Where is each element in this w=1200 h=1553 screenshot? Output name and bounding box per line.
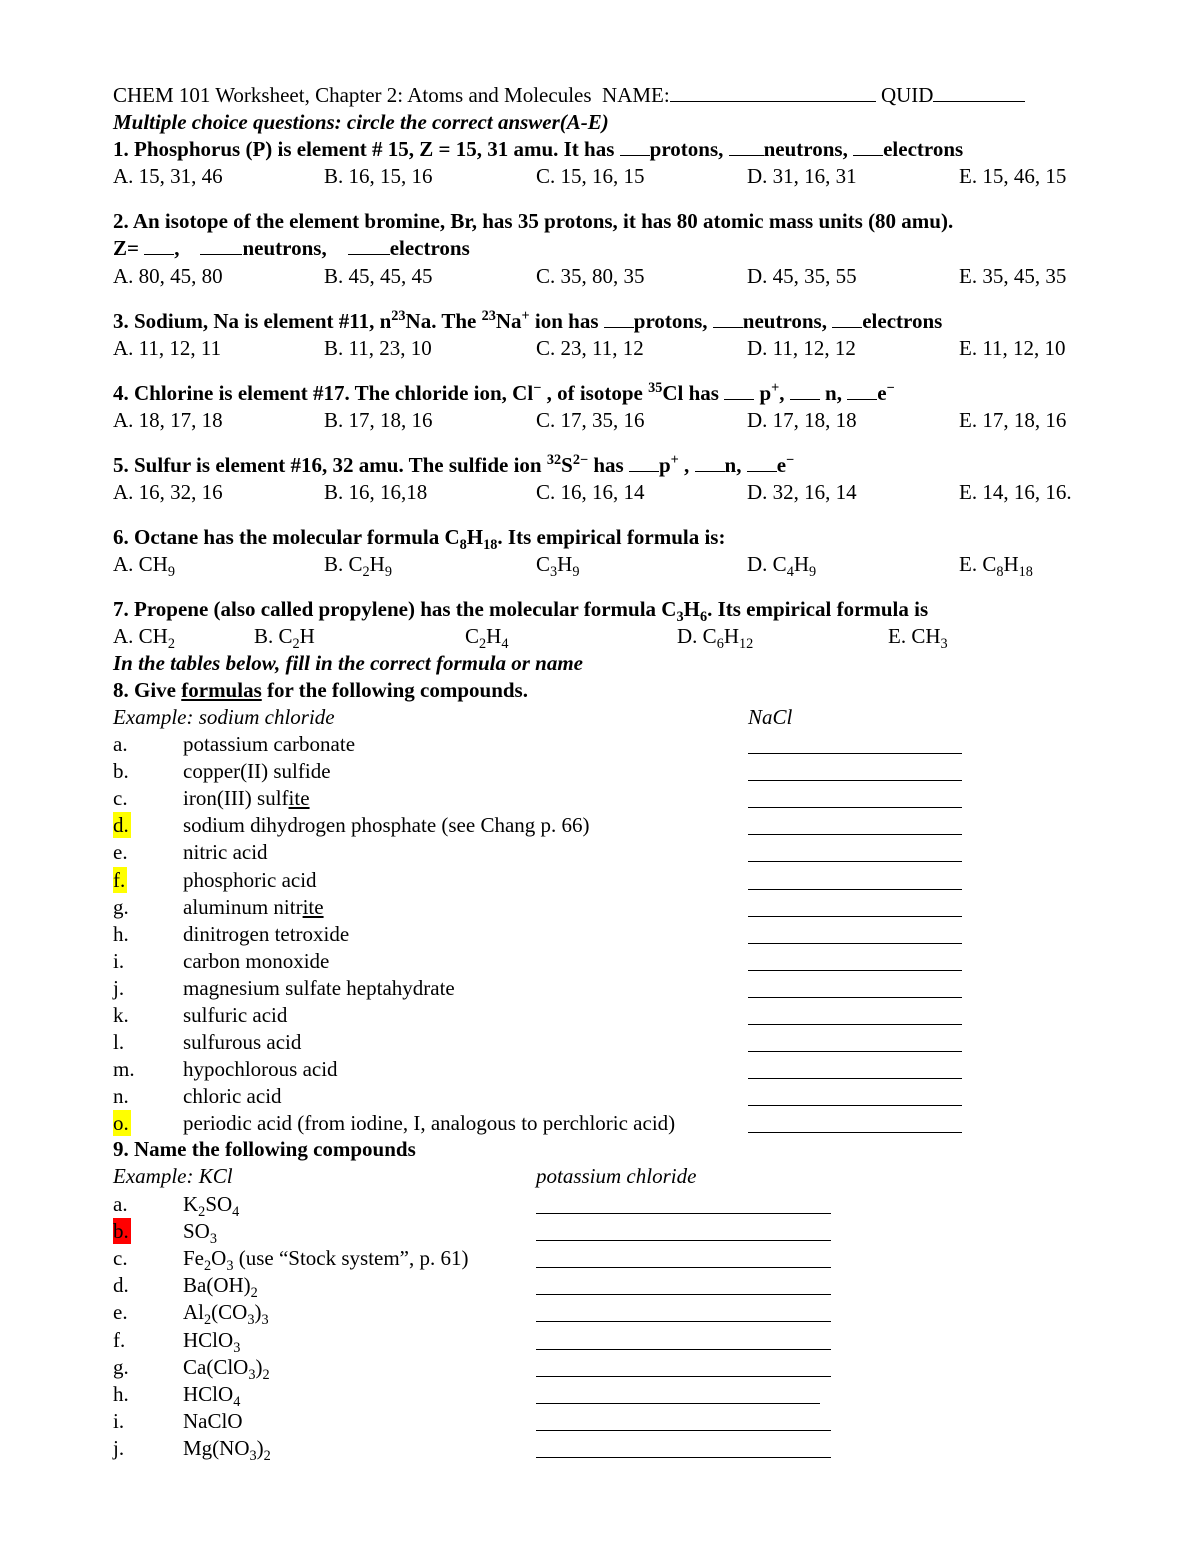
option-b[interactable]: B. 17, 18, 16 [324, 408, 433, 432]
answer-field[interactable] [536, 1457, 831, 1458]
compound-formula: $K_2SO_4$ [183, 1192, 240, 1221]
list-item [0, 1029, 1200, 1055]
q8-example-label: Example: sodium chloride [113, 705, 335, 729]
list-item [0, 1299, 1200, 1329]
item-letter: h. [113, 921, 129, 946]
q8-example-answer: NaCl [748, 705, 793, 729]
compound-formula: $Mg(NO_3)_2$ [183, 1435, 271, 1465]
answer-field[interactable] [748, 1051, 962, 1052]
blank[interactable] [832, 309, 862, 328]
compound-formula: HClO$_3$ [183, 1327, 241, 1356]
item-letter: e. [113, 1300, 128, 1325]
list-item [0, 785, 1200, 811]
list-item [0, 1272, 1200, 1302]
blank[interactable] [790, 381, 820, 400]
option-c[interactable]: C. 23, 11, 12 [536, 336, 644, 360]
list-item [0, 839, 1200, 865]
option-b[interactable]: B. 16, 15, 16 [324, 164, 433, 188]
option-e[interactable]: E. 11, 12, 10 [959, 336, 1066, 360]
blank[interactable] [729, 137, 764, 156]
list-item [0, 1245, 1200, 1275]
answer-field[interactable] [536, 1321, 831, 1322]
question-2: 2. An isotope of the element bromine, Br, has 35 protons, it has 80 atomic mass units (80 amu). [113, 209, 954, 233]
option-d[interactable]: D. $C_6H_{12}$ [677, 624, 754, 653]
item-letter: n. [113, 1084, 129, 1109]
blank[interactable] [604, 309, 634, 328]
compound-name: aluminum nitrite [183, 894, 324, 919]
compound-formula: $SO_3$ [183, 1219, 217, 1248]
answer-field[interactable] [748, 916, 962, 917]
option-e[interactable]: E. 15, 46, 15 [959, 164, 1067, 188]
compound-formula: $Al_2(CO_3)_3$ [183, 1300, 269, 1329]
option-b[interactable]: B. 16, 16,18 [324, 480, 428, 504]
compound-name: hypochlorous acid [183, 1057, 338, 1082]
list-item [0, 975, 1200, 1001]
item-letter: i. [113, 948, 125, 973]
blank[interactable] [747, 453, 777, 472]
option-d[interactable]: D. 17, 18, 18 [747, 408, 857, 432]
quid-field[interactable] [933, 83, 1025, 102]
item-letter: d. [113, 1273, 129, 1298]
question-2-blanks: Z= , neutrons, electrons [113, 236, 470, 260]
option-c[interactable]: C. 16, 16, 14 [536, 480, 645, 504]
list-item [0, 1408, 1200, 1434]
option-a[interactable]: A. $CH_9$ [113, 552, 175, 581]
compound-name: iron(III) sulfite [183, 786, 310, 811]
item-letter: e. [113, 840, 128, 865]
option-c[interactable]: $C_3H_9$ [536, 552, 580, 581]
compound-name: potassium carbonate [183, 732, 356, 756]
compound-name: copper(II) sulfide [183, 759, 331, 784]
option-a[interactable]: A. 11, 12, 11 [113, 336, 222, 360]
answer-field[interactable] [536, 1376, 831, 1377]
answer-field[interactable] [536, 1294, 831, 1295]
option-c[interactable]: $C_2H_4$ [465, 624, 509, 653]
item-letter: j. [113, 975, 125, 1000]
list-item [0, 921, 1200, 947]
blank[interactable] [847, 381, 877, 400]
item-letter: i. [113, 1408, 125, 1433]
compound-name: phosphoric acid [183, 867, 317, 892]
answer-field[interactable] [748, 834, 962, 835]
list-item [0, 1083, 1200, 1109]
item-letter: c. [113, 1246, 128, 1271]
answer-field[interactable] [536, 1403, 820, 1404]
list-item [0, 812, 1200, 838]
option-d[interactable]: D. $C_4H_9$ [747, 552, 817, 581]
answer-field[interactable] [748, 889, 962, 890]
question-4: 4. Chlorine is element #17. The chloride ion, Cl− , of isotope $^{35}$Cl has p+, n, e− [113, 380, 895, 405]
option-e[interactable]: E. $CH_3$ [888, 624, 948, 653]
option-b[interactable]: B. $C_2H_9$ [324, 552, 392, 581]
item-letter: j. [113, 1435, 125, 1460]
item-letter: l. [113, 1030, 125, 1055]
compound-name: chloric acid [183, 1084, 282, 1109]
option-b[interactable]: B. $C_2H$ [254, 624, 315, 653]
answer-field[interactable] [536, 1349, 831, 1350]
list-item [0, 867, 1200, 893]
answer-field[interactable] [536, 1240, 831, 1241]
name-field[interactable] [670, 83, 876, 102]
blank[interactable] [348, 236, 390, 255]
blank[interactable] [713, 309, 743, 328]
name-label: NAME: [602, 83, 670, 107]
blank[interactable] [620, 137, 650, 156]
blank[interactable] [144, 236, 174, 255]
answer-field[interactable] [748, 1078, 962, 1079]
item-letter: k. [113, 1003, 129, 1027]
option-a[interactable]: A. 18, 17, 18 [113, 408, 223, 432]
compound-name: carbon monoxide [183, 948, 330, 973]
compound-name: sulfurous acid [183, 1030, 302, 1055]
option-e[interactable]: E. 17, 18, 16 [959, 408, 1067, 432]
answer-field[interactable] [748, 1132, 962, 1133]
option-c[interactable]: C. 17, 35, 16 [536, 408, 645, 432]
fill-instruction: In the tables below, fill in the correct formula or name [113, 651, 583, 675]
answer-field[interactable] [536, 1213, 831, 1214]
item-letter: b. [113, 1219, 129, 1244]
list-item [0, 894, 1200, 920]
compound-name: dinitrogen tetroxide [183, 921, 350, 946]
option-a[interactable]: A. 80, 45, 80 [113, 264, 223, 288]
list-item [0, 758, 1200, 784]
answer-field[interactable] [748, 861, 962, 862]
answer-field[interactable] [748, 970, 962, 971]
list-item [0, 1002, 1200, 1028]
option-e[interactable]: E. 35, 45, 35 [959, 264, 1067, 288]
question-8-heading: 8. Give formulas for the following compounds. [113, 678, 528, 702]
option-e[interactable]: E. 14, 16, 16. [959, 480, 1072, 504]
q9-example-label: Example: KCl [113, 1164, 233, 1188]
worksheet-title: CHEM 101 Worksheet, Chapter 2: Atoms and Molecules [113, 83, 592, 107]
worksheet-header [113, 82, 1025, 108]
blank[interactable] [629, 453, 659, 472]
list-item [0, 1354, 1200, 1383]
answer-field[interactable] [748, 780, 962, 781]
option-a[interactable]: A. 15, 31, 46 [113, 164, 223, 188]
list-item [0, 1218, 1200, 1248]
item-letter: d. [113, 813, 129, 838]
item-letter: g. [113, 894, 129, 919]
option-e[interactable]: E. $C_8H_{18}$ [959, 552, 1033, 581]
item-letter: h. [113, 1381, 129, 1406]
item-letter: f. [113, 867, 126, 892]
item-letter: g. [113, 1354, 129, 1379]
item-letter: m. [113, 1057, 135, 1082]
compound-name: nitric acid [183, 840, 268, 865]
answer-field[interactable] [748, 943, 962, 944]
mc-instruction: Multiple choice questions: circle the correct answer(A-E) [113, 110, 609, 134]
item-letter: a. [113, 1192, 128, 1216]
answer-field[interactable] [748, 807, 962, 808]
answer-field[interactable] [536, 1267, 831, 1268]
question-3: 3. Sodium, Na is element #11, $n^{23}Na$. The $^{23}$Na+ ion has protons, neutrons, electrons [113, 308, 943, 333]
item-letter: f. [113, 1327, 126, 1352]
question-1: 1. Phosphorus (P) is element # 15, Z = 15, 31 amu. It has protons, neutrons, electrons [113, 137, 964, 161]
compound-formula: $Ba(OH)_2$ [183, 1273, 258, 1302]
blank[interactable] [724, 381, 754, 400]
option-a[interactable]: A. 16, 32, 16 [113, 480, 223, 504]
option-a[interactable]: A. $CH_2$ [113, 624, 175, 653]
list-item [0, 731, 1200, 757]
question-9-heading: 9. Name the following compounds [113, 1137, 416, 1161]
compound-formula: $Ca(ClO_3)_2$ [183, 1354, 270, 1383]
compound-name: periodic acid (from iodine, I, analogous to perchloric acid) [183, 1111, 676, 1136]
compound-formula: $Fe_2O_3$ (use “Stock system”, p. 61) [183, 1246, 469, 1275]
list-item [0, 1381, 1200, 1410]
compound-formula: NaClO [183, 1408, 243, 1433]
question-6: 6. Octane has the molecular formula $C_8H_{18}$. Its empirical formula is: [113, 525, 726, 554]
item-letter: a. [113, 732, 128, 756]
answer-field[interactable] [748, 997, 962, 998]
option-b[interactable]: B. 11, 23, 10 [324, 336, 432, 360]
list-item [0, 1435, 1200, 1465]
compound-name: magnesium sulfate heptahydrate [183, 975, 455, 1000]
option-b[interactable]: B. 45, 45, 45 [324, 264, 433, 288]
question-5: 5. Sulfur is element #16, 32 amu. The sulfide ion $^{32}S^{2-}$ has p+ , n, e− [113, 452, 795, 477]
list-item [0, 948, 1200, 974]
option-c[interactable]: C. 15, 16, 15 [536, 164, 645, 188]
option-d[interactable]: D. 11, 12, 12 [747, 336, 856, 360]
list-item [0, 1110, 1200, 1136]
list-item [0, 1191, 1200, 1221]
answer-field[interactable] [536, 1430, 831, 1431]
compound-formula: HClO$_4$ [183, 1381, 241, 1410]
quid-label: QUID [880, 83, 934, 107]
item-letter: b. [113, 759, 129, 784]
blank[interactable] [853, 137, 883, 156]
option-d[interactable]: D. 32, 16, 14 [747, 480, 857, 504]
compound-name: sodium dihydrogen phosphate (see Chang p. 66) [183, 813, 590, 838]
blank[interactable] [200, 236, 242, 255]
option-c[interactable]: C. 35, 80, 35 [536, 264, 645, 288]
q9-example-answer: potassium chloride [536, 1164, 697, 1188]
question-7: 7. Propene (also called propylene) has the molecular formula $C_3H_6$. Its empirical formula is [113, 597, 929, 626]
answer-field[interactable] [748, 1024, 962, 1025]
item-letter: o. [113, 1111, 129, 1136]
answer-field[interactable] [748, 1105, 962, 1106]
option-d[interactable]: D. 31, 16, 31 [747, 164, 857, 188]
answer-field[interactable] [748, 753, 962, 754]
item-letter: c. [113, 786, 128, 811]
blank[interactable] [695, 453, 725, 472]
option-d[interactable]: D. 45, 35, 55 [747, 264, 857, 288]
list-item [0, 1056, 1200, 1082]
list-item [0, 1327, 1200, 1356]
compound-name: sulfuric acid [183, 1003, 288, 1027]
